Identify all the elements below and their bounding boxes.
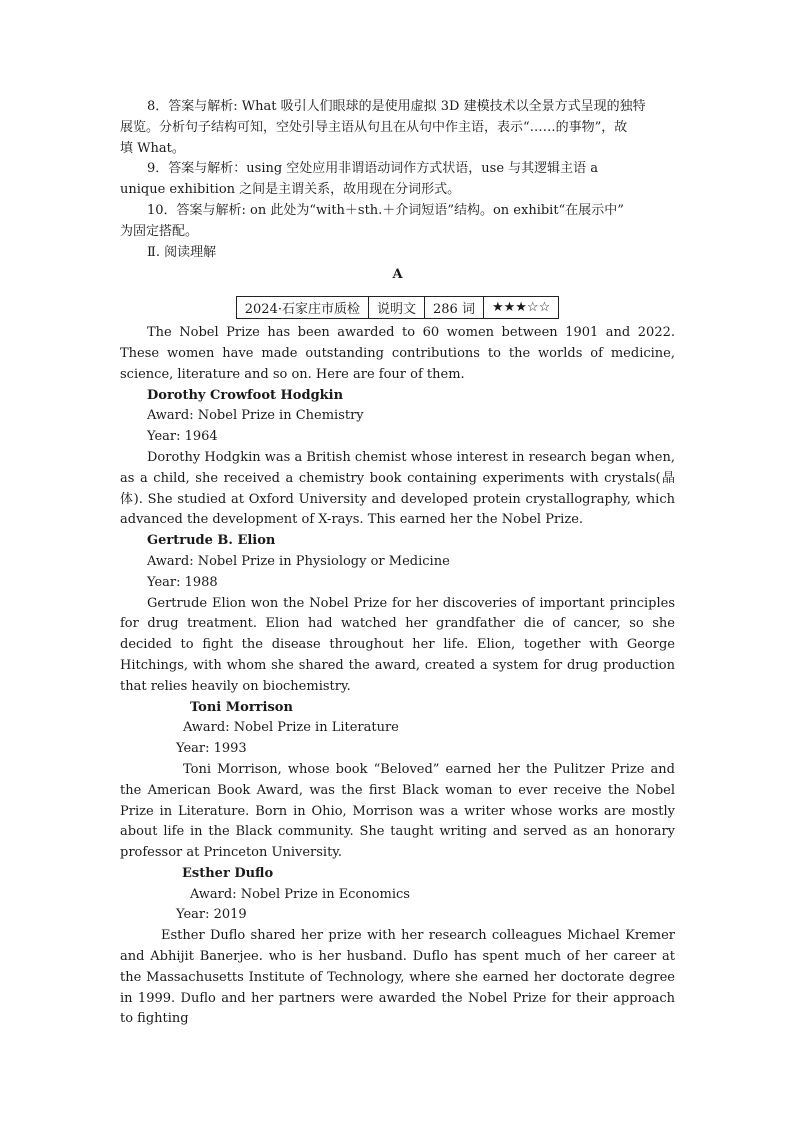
answer-10-line-1: 10．答案与解析: on 此处为“with＋sth.＋介词短语”结构。on exhibit“在展示中”	[147, 202, 624, 218]
laureate-name: Dorothy Crowfoot Hodgkin	[147, 387, 344, 403]
answer-block	[120, 97, 675, 243]
meta-genre: 说明文	[368, 297, 424, 319]
laureate-morrison	[120, 698, 675, 864]
laureate-hodgkin	[120, 386, 675, 532]
laureate-year: Year: 1988	[147, 574, 218, 590]
section-title: Ⅱ. 阅读理解	[147, 244, 217, 260]
laureate-year: Year: 1964	[147, 429, 218, 445]
laureate-year: Year: 2019	[176, 907, 247, 923]
answer-8-line-2: 展览。分析句子结构可知，空处引导主语从句且在从句中作主语，表示“……的事物”，故	[120, 119, 628, 135]
laureate-bio: Esther Duflo shared her prize with her research colleagues Michael Kremer and Abhijit Banerjee. who is her husband. Duflo has spent much of her career at the Massachusetts Institute of Technology, where she earned her doctorate degree in 1999. Duflo and her partners were awarded the Nobel Prize for their approach to fighting	[120, 928, 675, 1027]
laureate-name: Esther Duflo	[182, 865, 274, 881]
document-page	[120, 97, 675, 1030]
passage-meta-table	[236, 296, 559, 319]
laureate-bio: Gertrude Elion won the Nobel Prize for her discoveries of important principles for drug treatment. Elion had watched her grandfather die of cancer, so she decided to fight the disease throughout her life. Elion, together with George Hitchings, with whom she shared the award, created a system for drug production that relies heavily on biochemistry.	[120, 595, 675, 694]
meta-source: 2024·石家庄市质检	[236, 297, 368, 319]
laureate-award: Award: Nobel Prize in Chemistry	[147, 408, 364, 424]
meta-word-count: 286 词	[425, 297, 484, 319]
laureate-bio: Toni Morrison, whose book “Beloved” earned her the Pulitzer Prize and the American Book Award, was the first Black woman to ever receive the Nobel Prize in Literature. Born in Ohio, Morrison was a writer whose works are mostly about life in the Black community. She taught writing and served as an honorary professor at Princeton University.	[120, 761, 675, 861]
answer-10-line-2: 为固定搭配。	[120, 223, 199, 239]
laureate-name: Toni Morrison	[190, 699, 293, 715]
meta-difficulty: ★★★☆☆	[483, 297, 558, 319]
laureate-duflo	[120, 864, 675, 1030]
answer-8-line-1: 8．答案与解析: What 吸引人们眼球的是使用虚拟 3D 建模技术以全景方式呈现的独特	[147, 99, 646, 114]
passage-label: A	[392, 267, 403, 283]
laureate-name: Gertrude B. Elion	[147, 533, 276, 549]
laureate-elion	[120, 531, 675, 697]
intro-paragraph: The Nobel Prize has been awarded to 60 women between 1901 and 2022. These women have made outstanding contributions to the worlds of medicine, science, literature and so on. Here are four of them.	[120, 325, 675, 382]
laureate-award: Award: Nobel Prize in Literature	[183, 720, 399, 736]
answer-9-line-1: 9．答案与解析：using 空处应用非谓语动词作方式状语，use 与其逻辑主语 a	[147, 161, 599, 177]
laureate-award: Award: Nobel Prize in Physiology or Medicine	[147, 553, 450, 569]
answer-9-line-2: unique exhibition 之间是主谓关系，故用现在分词形式。	[120, 182, 461, 198]
laureate-year: Year: 1993	[176, 741, 247, 757]
answer-8-line-3: 填 What。	[120, 140, 185, 156]
laureate-award: Award: Nobel Prize in Economics	[190, 886, 410, 902]
laureate-bio: Dorothy Hodgkin was a British chemist whose interest in research began when, as a child, she received a chemistry book containing experiments with crystals(晶体). She studied at Oxford University and developed protein crystallography, which advanced the development of X-rays. This earned her the Nobel Prize.	[120, 449, 675, 528]
